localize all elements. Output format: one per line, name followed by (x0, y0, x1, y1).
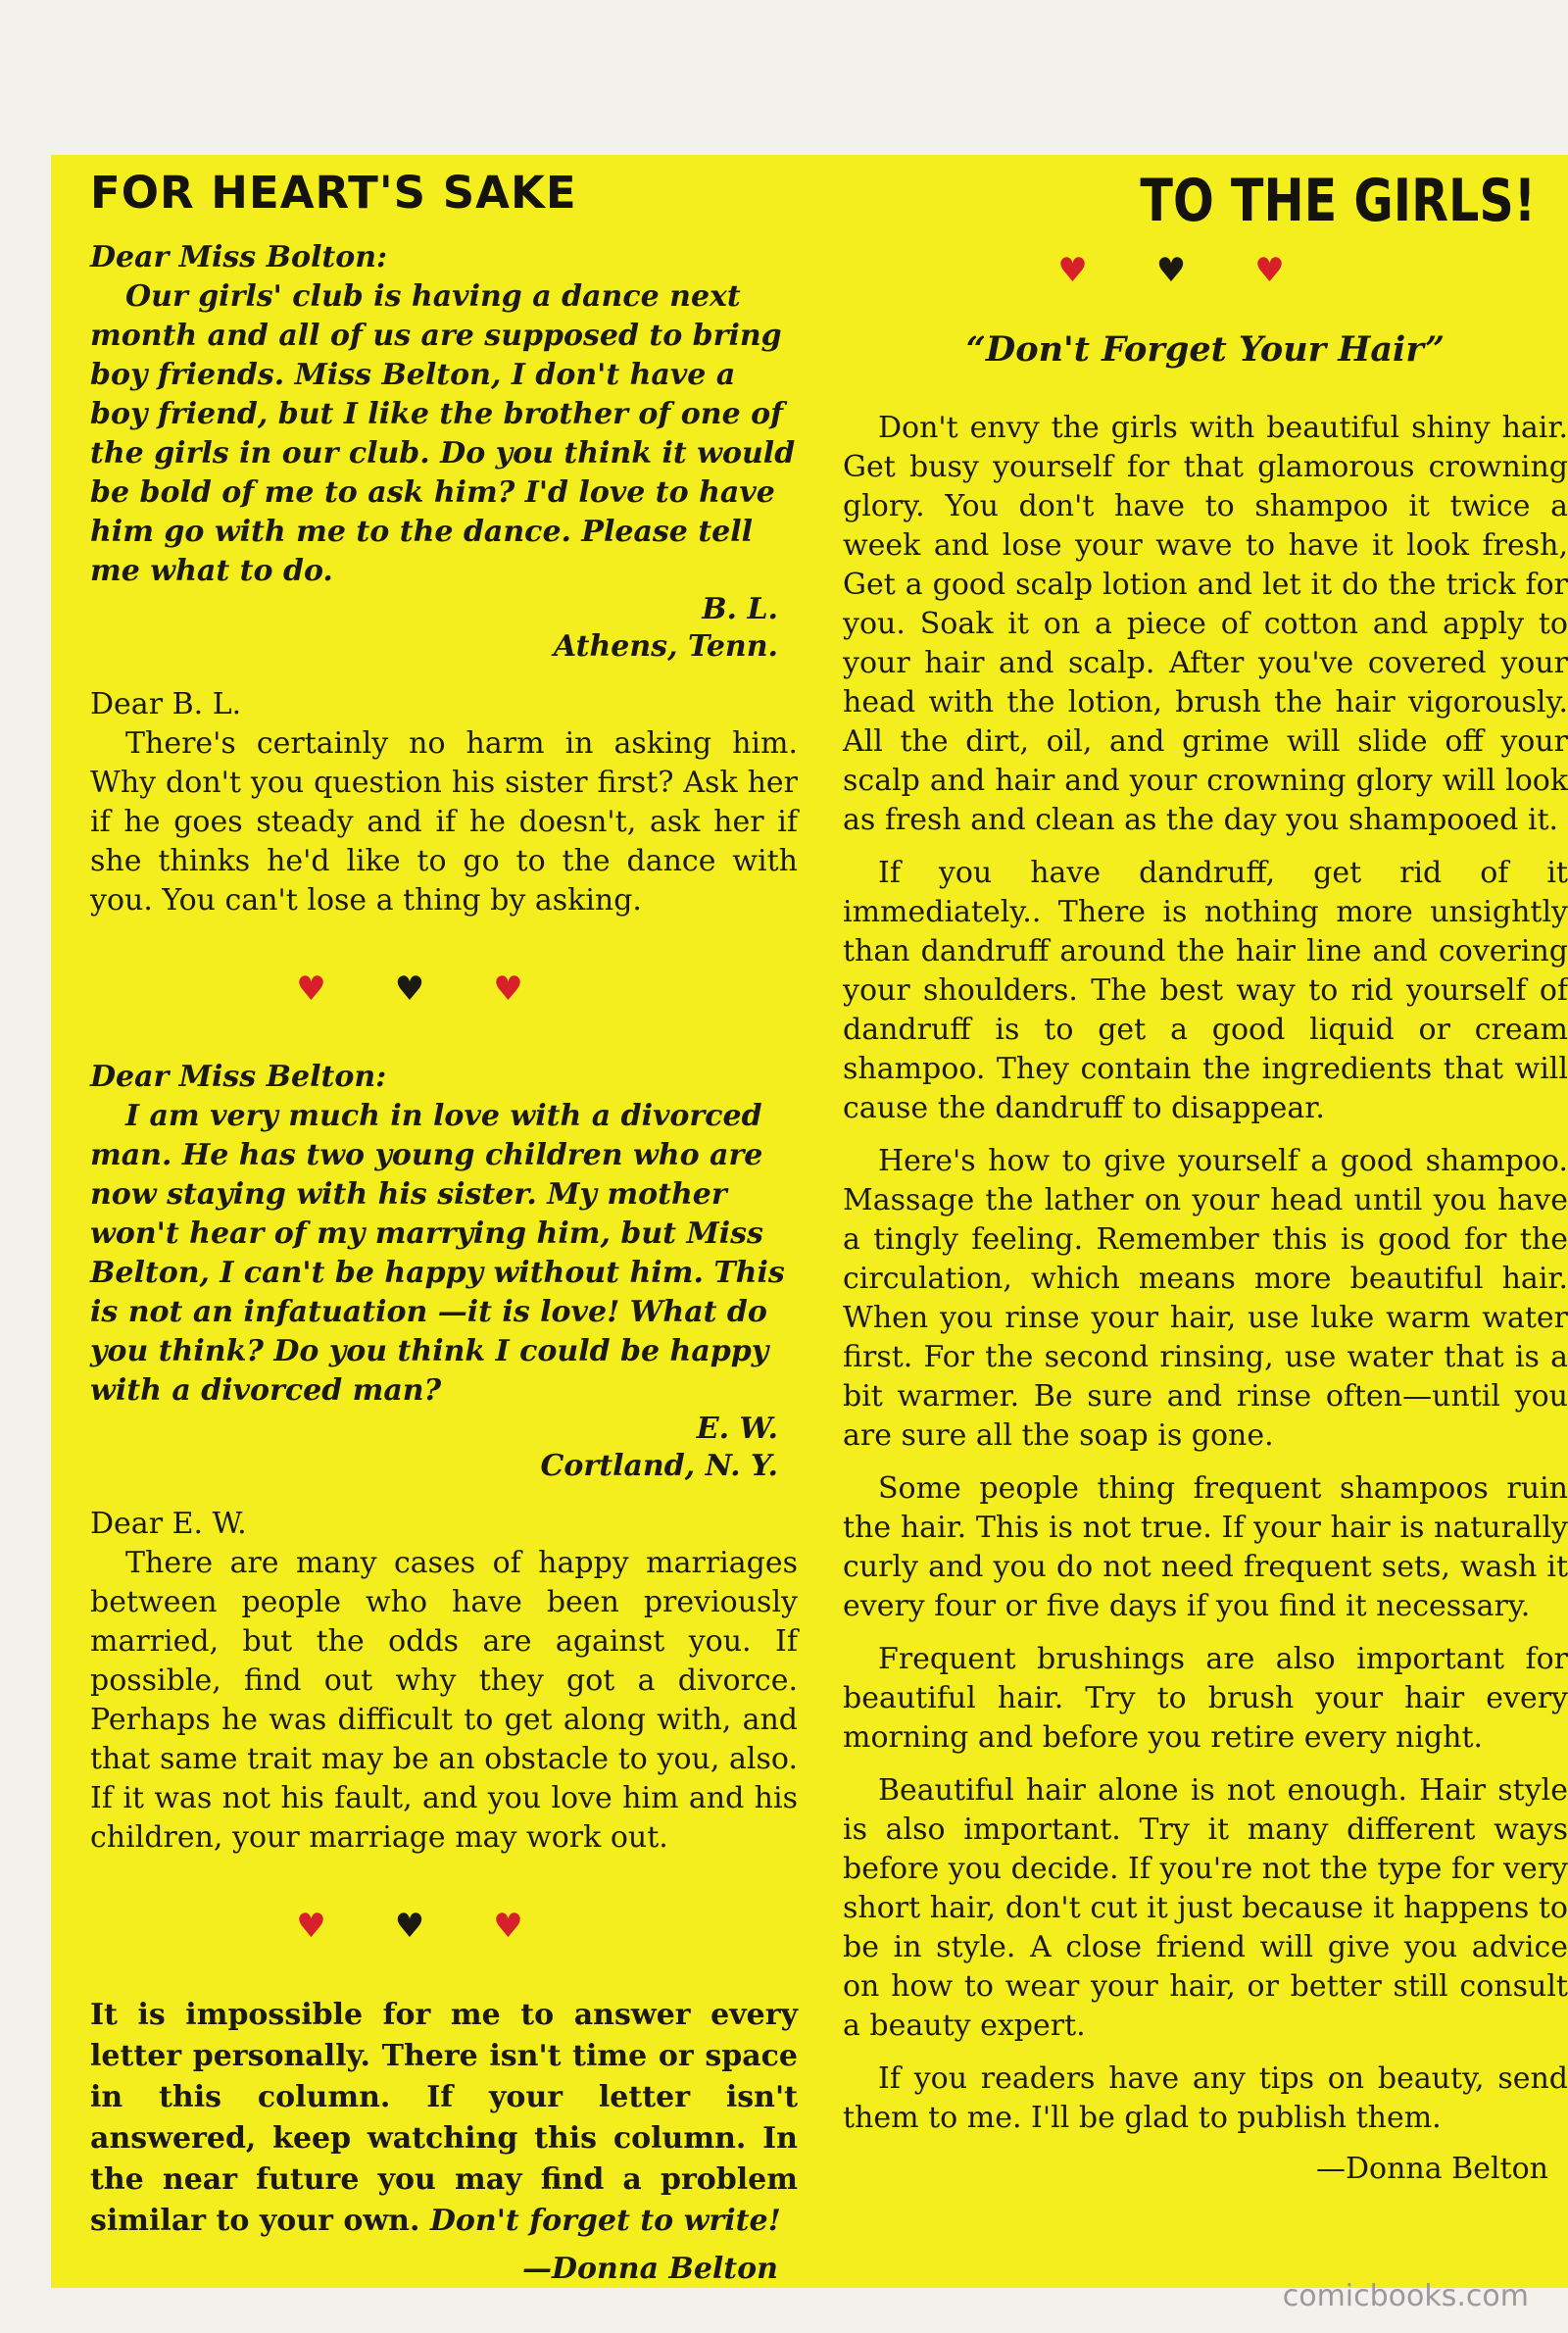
article-paragraph: If you readers have any tips on beauty, send them to me. I'll be glad to publish them. (843, 2061, 1568, 2135)
hearts-divider (90, 969, 798, 1009)
reply-body: There are many cases of happy marriages between people who have been previously married, but the odds are against you. If possible, find out why they got a divorce. Perhaps he was difficult to get along with, and that same trait may be an obstacle to you, also. If it was not his fault, and you love him and his children, your marriage may work out. (90, 1546, 798, 1855)
signature: —Donna Belton (521, 2252, 778, 2286)
letter-salutation: Dear Miss Belton: (90, 1060, 387, 1094)
letter-place: Cortland, N. Y. (540, 1449, 778, 1483)
heart-icon: ♥ (1254, 251, 1353, 290)
hearts-divider (90, 1907, 798, 1946)
beauty-column (843, 167, 1568, 2186)
hearts-divider (843, 251, 1568, 290)
heart-icon: ♥ (394, 1907, 494, 1946)
letter-initials: B. L. (702, 592, 778, 626)
column-title: TO THE GIRLS! (1140, 167, 1537, 235)
heart-icon: ♥ (1155, 251, 1255, 290)
article-subtitle: “Don't Forget Your Hair” (965, 329, 1446, 370)
heart-icon: ♥ (296, 1907, 395, 1946)
letter-salutation: Dear Miss Bolton: (90, 240, 388, 274)
article-paragraph: Don't envy the girls with beautiful shiny hair. Get busy yourself for that glamorous crowning glory. You don't have to shampoo it twice a week and lose your wave to have it look fresh, Get a good scalp lotion and let it do the trick for you. Soak it on a piece of cotton and apply to your hair and scalp. After you've covered your head with the lotion, brush the hair vigorously. All the dirt, oil, and grime will slide off your scalp and hair and your crowning glory will look as fresh and clean as the day you shampooed it. (843, 411, 1568, 837)
article-paragraph: Here's how to give yourself a good shampoo. Massage the lather on your head until you have a tingly feeling. Remember this is good for the circulation, which means more beautiful hair. When you rinse your hair, use luke warm water first. For the second rinsing, use water that is a bit warmer. Be sure and rinse often—until you are sure all the soap is gone. (843, 1144, 1568, 1453)
article-paragraph: Beautiful hair alone is not enough. Hair style is also important. Try it many different ways before you decide. If you're not the type for very short hair, don't cut it just because it happens to be in style. A close friend will give you advice on how to wear your hair, or better still consult a beauty expert. (843, 1773, 1568, 2043)
column-title: FOR HEART'S SAKE (90, 167, 577, 219)
article-paragraph: If you have dandruff, get rid of it immediately.. There is nothing more unsightly than dandruff around the hair line and covering your shoulders. The best way to rid yourself of dandruff is to get a good liquid or cream shampoo. They contain the ingredients that will cause the dandruff to disappear. (843, 856, 1568, 1125)
heart-icon: ♥ (493, 969, 592, 1009)
letter-place: Athens, Tenn. (553, 629, 778, 664)
signature: —Donna Belton (1315, 2152, 1548, 2186)
heart-icon: ♥ (1057, 251, 1156, 290)
reply-body: There's certainly no harm in asking him. Why don't you question his sister first? Ask her if he goes steady and if he doesn't, ask her if she thinks he'd like to go to the dance with you. You can't lose a thing by asking. (90, 726, 798, 918)
reply-salutation: Dear E. W. (90, 1507, 247, 1541)
article-paragraph: Some people thing frequent shampoos ruin the hair. This is not true. If your hair is naturally curly and you do not need frequent sets, wash it every four or five days if you find it necessary. (843, 1471, 1568, 1623)
closing-note (90, 1995, 798, 2242)
watermark: comicbooks.com (1282, 2279, 1529, 2313)
closing-text: It is impossible for me to answer every letter personally. There isn't time or space in this column. If your letter isn't answered, keep watching this column. In the near future you may find a problem similar to your own. (90, 1998, 798, 2238)
heart-icon: ♥ (394, 969, 494, 1009)
article-paragraph: Frequent brushings are also important for beautiful hair. Try to brush your hair every morning and before you retire every night. (843, 1642, 1568, 1755)
heart-icon: ♥ (296, 969, 395, 1009)
heart-icon: ♥ (493, 1907, 592, 1946)
letter-body: I am very much in love with a divorced man. He has two young children who are now staying with his sister. My mother won't hear of my marrying him, but Miss Belton, I can't be happy without him. This is not an infatuation —it is love! What do you think? Do you think I could be happy with a divorced man? (90, 1099, 785, 1408)
letter-body: Our girls' club is having a dance next month and all of us are supposed to bring boy friends. Miss Belton, I don't have a boy friend, but I like the brother of one of the girls in our club. Do you think it would be bold of me to ask him? I'd love to have him go with me to the dance. Please tell me what to do. (90, 279, 796, 588)
closing-italic: Don't forget to write! (429, 2204, 781, 2238)
reply-salutation: Dear B. L. (90, 687, 242, 721)
letter-initials: E. W. (696, 1412, 778, 1446)
advice-column (90, 167, 798, 2286)
